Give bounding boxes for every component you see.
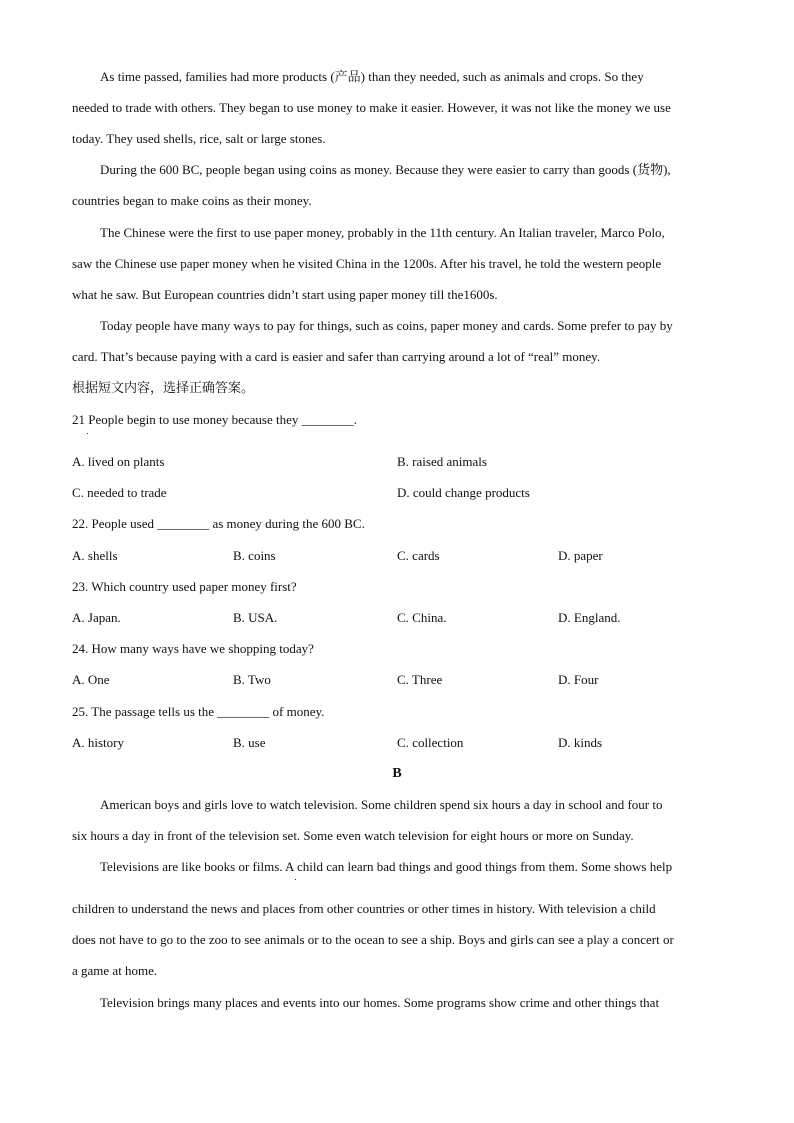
question-stem: 21 People begin to use money because they ________.	[72, 412, 357, 427]
passage-a-line: As time passed, families had more products (产品) than they needed, such as animals and crops. So they	[100, 69, 644, 84]
option-c[interactable]: C. collection	[397, 735, 464, 750]
passage-b-line: does not have to go to the zoo to see animals or to the ocean to see a ship. Boys and girls can see a play a concert or	[72, 932, 674, 947]
passage-b-line: a game at home.	[72, 963, 158, 978]
option-b[interactable]: B. raised animals	[397, 454, 487, 469]
option-b[interactable]: B. Two	[233, 672, 271, 687]
option-c[interactable]: C. cards	[397, 548, 440, 563]
passage-b-line: Televisions are like books or films. A child can learn bad things and good things from them. Some shows help	[100, 859, 673, 874]
passage-b-line: children to understand the news and places from other countries or other times in history. With television a child	[72, 901, 656, 916]
passage-a-line: Today people have many ways to pay for things, such as coins, paper money and cards. Some prefer to pay by	[100, 318, 673, 333]
passage-a-line: what he saw. But European countries didn’t start using paper money till the1600s.	[72, 287, 498, 302]
option-b[interactable]: B. coins	[233, 548, 276, 563]
passage-a-line: today. They used shells, rice, salt or large stones.	[72, 131, 326, 146]
option-d[interactable]: D. paper	[558, 548, 603, 563]
option-a[interactable]: A. history	[72, 735, 124, 750]
passage-a-line: card. That’s because paying with a card is easier and safer than carrying around a lot of “real” money.	[72, 349, 601, 364]
passage-a-line: saw the Chinese use paper money when he visited China in the 1200s. After his travel, he told the western people	[72, 256, 662, 271]
option-a[interactable]: A. One	[72, 672, 110, 687]
question-stem: 25. The passage tells us the ________ of money.	[72, 704, 325, 719]
option-b[interactable]: B. use	[233, 735, 266, 750]
passage-b-line: six hours a day in front of the television set. Some even watch television for eight hours or more on Sunday.	[72, 828, 634, 843]
passage-a-line: countries began to make coins as their money.	[72, 193, 312, 208]
scan-mark	[295, 879, 296, 880]
section-heading: B	[392, 766, 402, 781]
option-c[interactable]: C. China.	[397, 610, 447, 625]
option-a[interactable]: A. shells	[72, 548, 118, 563]
option-c[interactable]: C. needed to trade	[72, 485, 167, 500]
option-d[interactable]: D. kinds	[558, 735, 603, 750]
passage-a-line: The Chinese were the first to use paper money, probably in the 11th century. An Italian traveler, Marco Polo,	[100, 225, 665, 240]
option-d[interactable]: D. could change products	[397, 485, 530, 500]
instruction: 根据短文内容，选择正确答案。	[72, 380, 255, 395]
question-stem: 22. People used ________ as money during the 600 BC.	[72, 516, 365, 531]
question-stem: 24. How many ways have we shopping today?	[72, 641, 314, 656]
option-b[interactable]: B. USA.	[233, 610, 278, 625]
option-d[interactable]: D. England.	[558, 610, 621, 625]
passage-a-line: needed to trade with others. They began to use money to make it easier. However, it was not like the money we use	[72, 100, 671, 115]
option-c[interactable]: C. Three	[397, 672, 443, 687]
passage-b-line: Television brings many places and events into our homes. Some programs show crime and other things that	[100, 995, 660, 1010]
option-a[interactable]: A. lived on plants	[72, 454, 165, 469]
scan-mark	[87, 433, 88, 434]
option-d[interactable]: D. Four	[558, 672, 599, 687]
question-stem: 23. Which country used paper money first?	[72, 579, 297, 594]
option-a[interactable]: A. Japan.	[72, 610, 121, 625]
passage-a-line: During the 600 BC, people began using coins as money. Because they were easier to carry than goods (货物),	[100, 162, 671, 177]
passage-b-line: American boys and girls love to watch television. Some children spend six hours a day in school and four to	[100, 797, 663, 812]
